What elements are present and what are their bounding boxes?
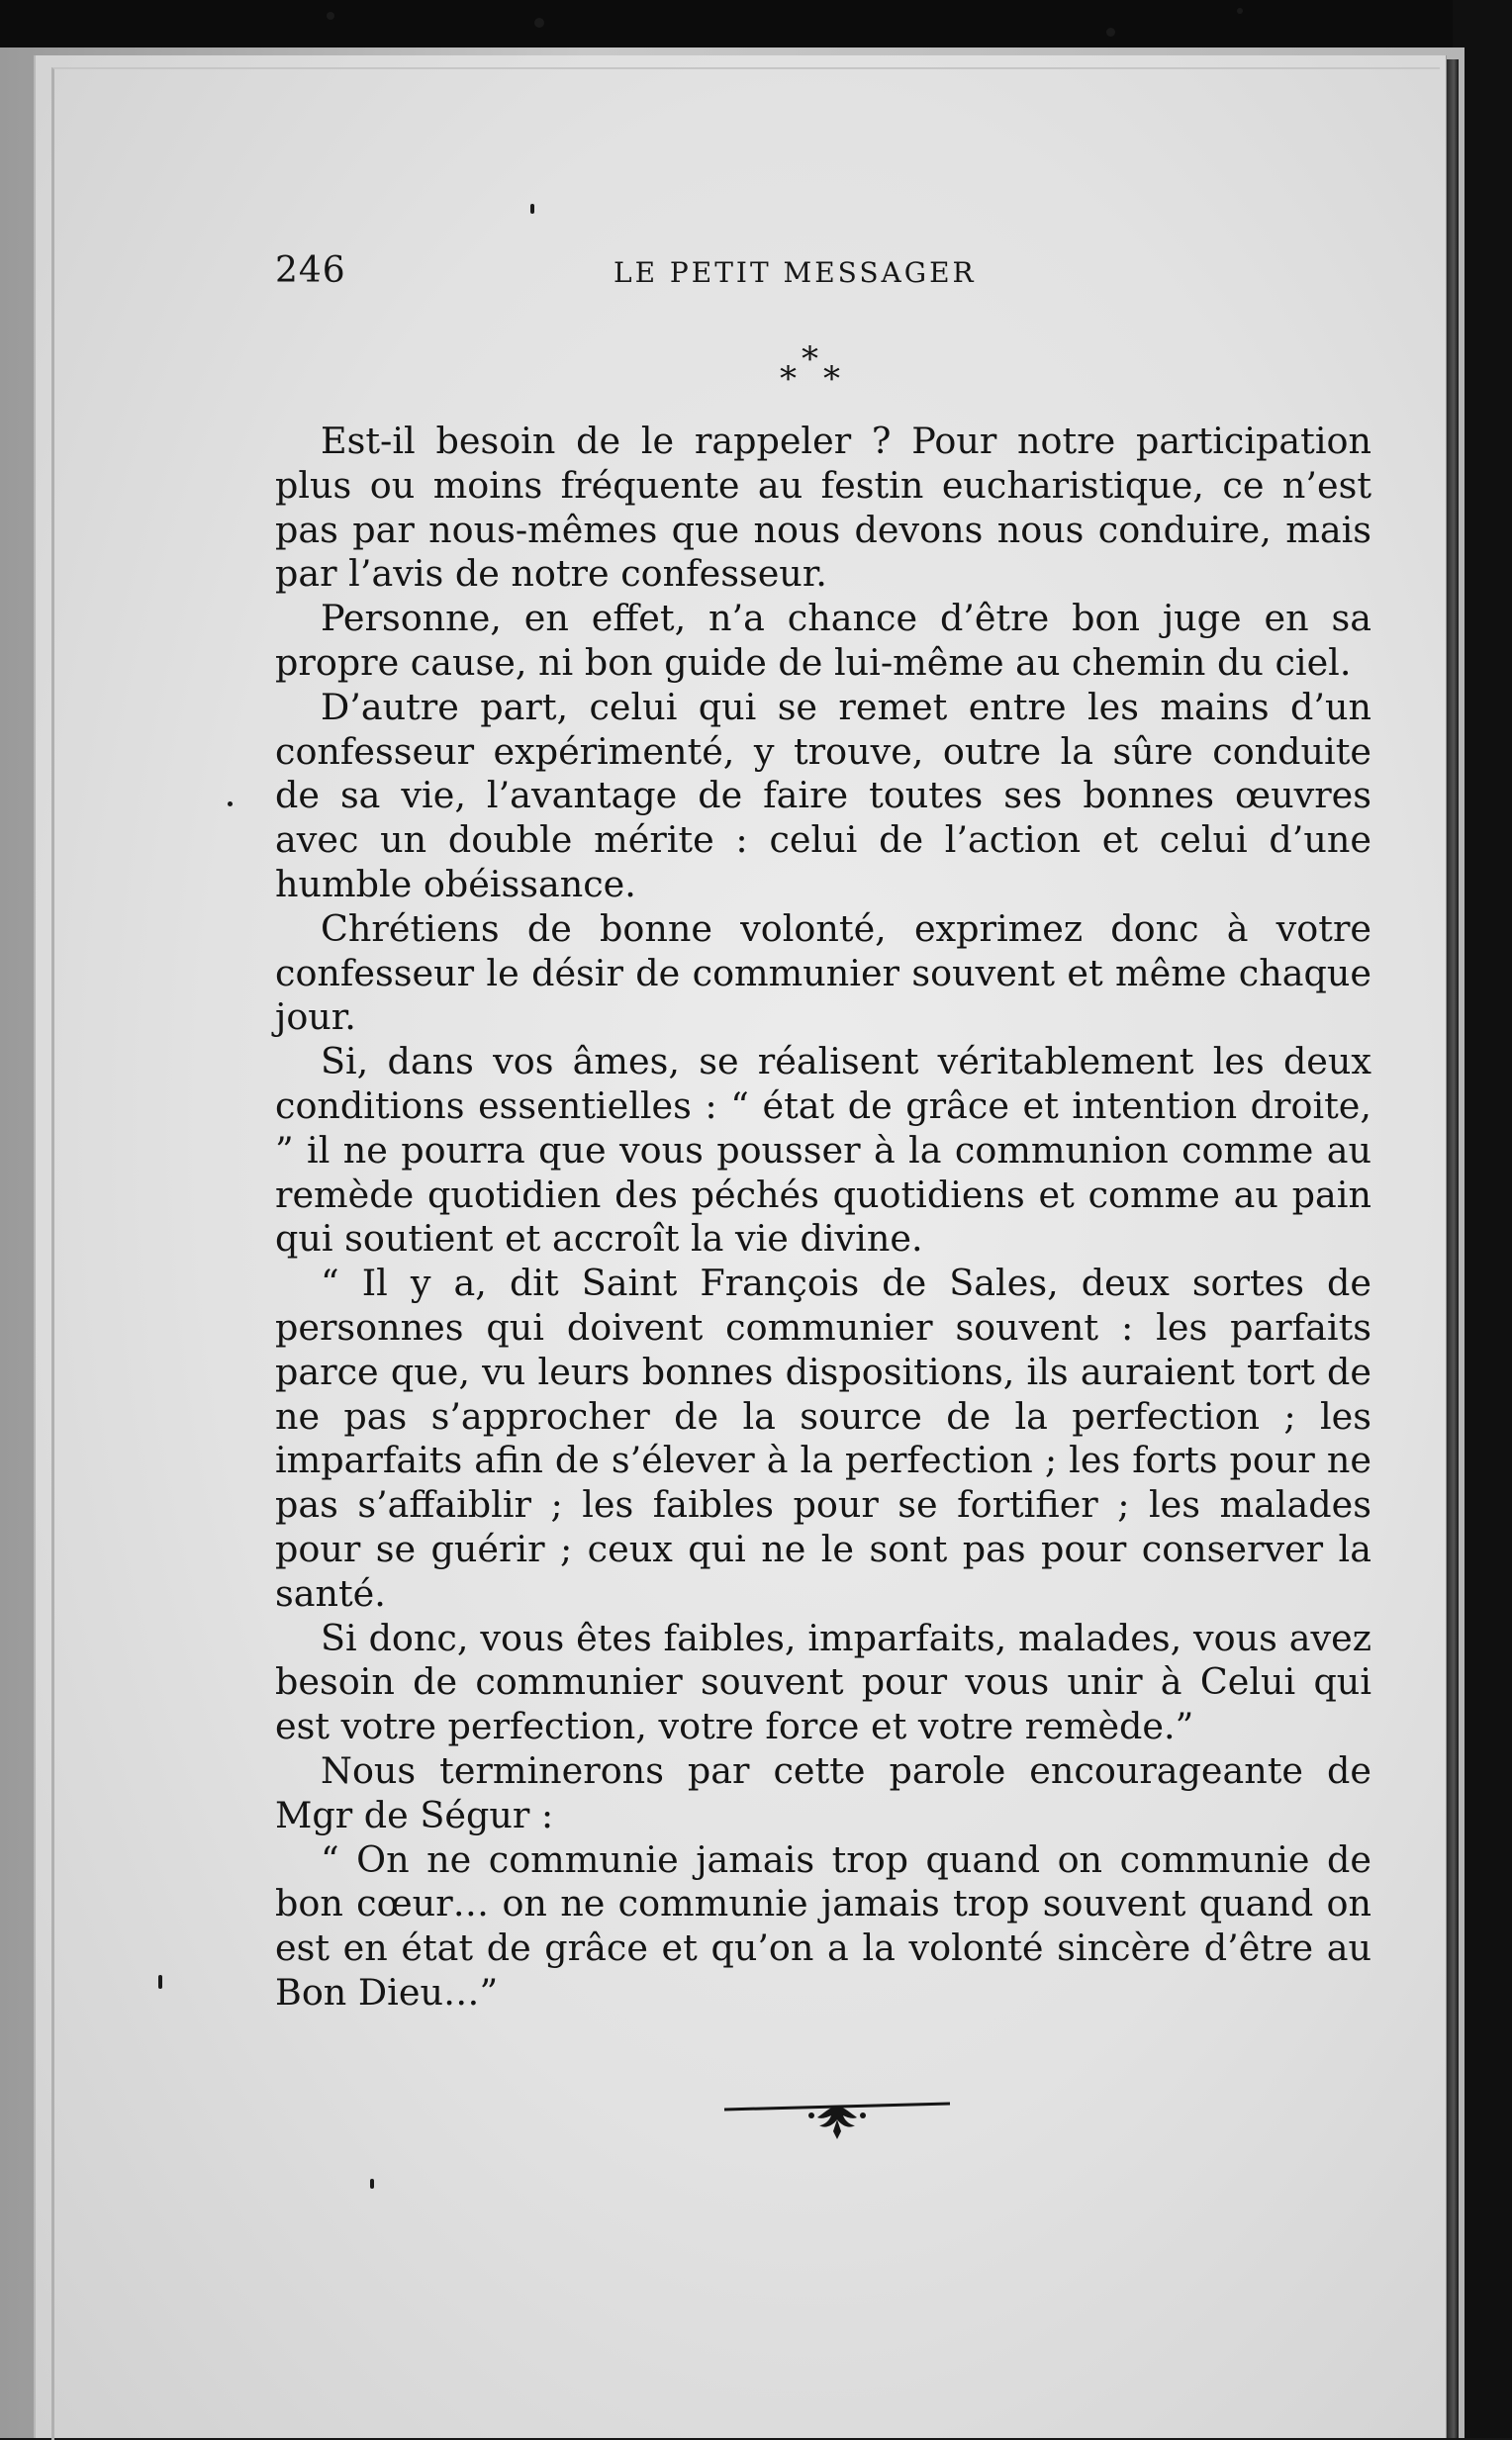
paragraph: Nous terminerons par cette parole encourageante de Mgr de Ségur : [275,1748,1371,1836]
page-number: 246 [275,250,346,291]
section-separator: * * * [780,339,840,399]
dust-speck [370,2179,374,2189]
paragraph: Personne, en effet, n’a chance d’être bon juge en sa propre cause, ni bon guide de lui-même au chemin du ciel. [275,597,1371,684]
paragraph: Est-il besoin de le rappeler ? Pour notre participation plus ou moins fréquente au festin eucharistique, ce n’est pas par nous-mêmes que nous devons nous conduire, mais par l’avis de notre confesseur. [275,420,1371,596]
dust-speck [228,801,233,806]
paragraph: Si donc, vous êtes faibles, imparfaits, malades, vous avez besoin de communier souvent pour vous unir à Celui qui est votre perfection, votre force et votre remède.” [275,1616,1371,1748]
dust-speck [1106,28,1115,37]
running-title: LE PETIT MESSAGER [614,256,977,289]
dust-speck [534,18,544,28]
end-ornament [720,2096,954,2147]
dust-speck [530,204,534,214]
page-edge-shadow [1447,59,1459,2438]
paragraph: “ On ne communie jamais trop quand on communie de bon cœur… on ne communie jamais trop souvent quand on est en état de grâce et qu’on a la volonté sincère d’être au Bon Dieu…” [275,1837,1371,2014]
paragraph: “ Il y a, dit Saint François de Sales, deux sortes de personnes qui doivent communier souvent : les parfaits parce que, vu leurs bonnes dispositions, ils auraient tort de ne pas s’approcher de la source de la perfection ; les imparfaits afin de s’élever à la perfection ; les forts pour ne pas s’affaiblir ; les faibles pour se fortifier ; les malades pour se guérir ; ceux qui ne le sont pas pour conserver la santé. [275,1262,1371,1615]
dust-speck [158,1975,162,1989]
paragraph: Chrétiens de bonne volonté, exprimez donc à votre confesseur le désir de communier souvent et même chaque jour. [275,906,1371,1039]
paragraph: Si, dans vos âmes, se réalisent véritablement les deux conditions essentielles : “ état de grâce et intention droite, ” il ne pourra que vous pousser à la communion comme au remède quotidien des péchés quotidiens et comme au pain qui soutient et accroît la vie divine. [275,1040,1371,1261]
paragraph: D’autre part, celui qui se remet entre les mains d’un confesseur expérimenté, y trouve, outre la sûre conduite de sa vie, l’avantage de faire toutes ses bonnes œuvres avec un double mérite : celui de l’action et celui d’une humble obéissance. [275,685,1371,905]
page-header [237,250,1366,300]
scan-top-border [0,0,1512,51]
dust-speck [1237,8,1243,14]
body-text [275,420,1371,2016]
dust-speck [327,12,334,20]
